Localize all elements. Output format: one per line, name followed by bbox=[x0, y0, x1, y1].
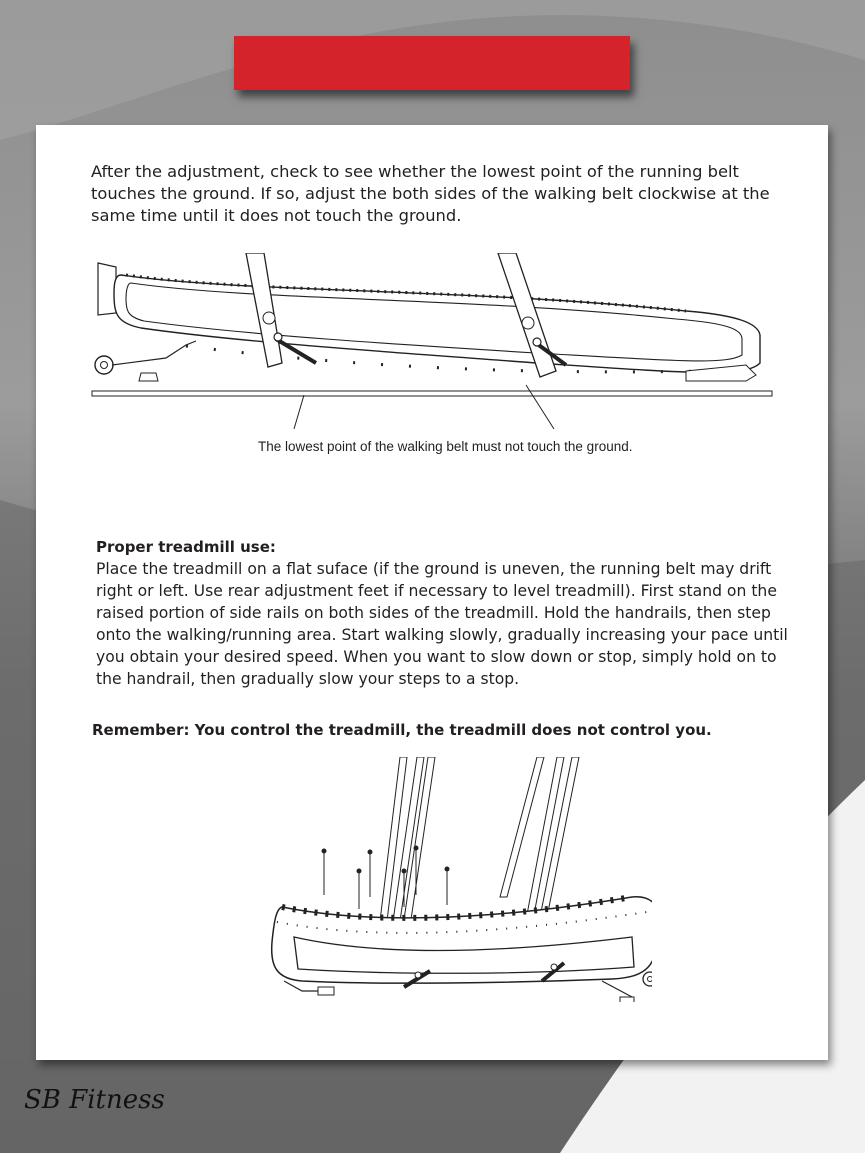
section-header-bar bbox=[234, 36, 630, 90]
treadmill-side-diagram bbox=[86, 253, 776, 438]
diagram-caption: The lowest point of the walking belt must not touch the ground. bbox=[258, 439, 633, 454]
proper-use-paragraph: Place the treadmill on a flat suface (if the ground is uneven, the running belt may drift right or left. Use rear adjustment feet if necessary to level treadmill). First stand on the raised portion of side rails on both sides of the treadmill. Hold the handrails, then step onto the walking/running area. Start walking slowly, gradually increasing your pace until you obtain your desired speed. When you want to slow down or stop, simply hold on to the handrail, then gradually slow your steps to a stop. bbox=[96, 560, 788, 688]
adjustment-paragraph: After the adjustment, check to see whether the lowest point of the running belt touches the ground. If so, adjust the both sides of the walking belt clockwise at the same time until it does not touch the ground. bbox=[91, 162, 770, 225]
brand-logo: SB Fitness bbox=[24, 1085, 165, 1115]
content-card bbox=[36, 125, 828, 1060]
remember-note: Remember: You control the treadmill, the treadmill does not control you. bbox=[92, 721, 712, 739]
treadmill-perspective-diagram bbox=[232, 757, 652, 1002]
proper-use-heading: Proper treadmill use: bbox=[96, 538, 276, 556]
